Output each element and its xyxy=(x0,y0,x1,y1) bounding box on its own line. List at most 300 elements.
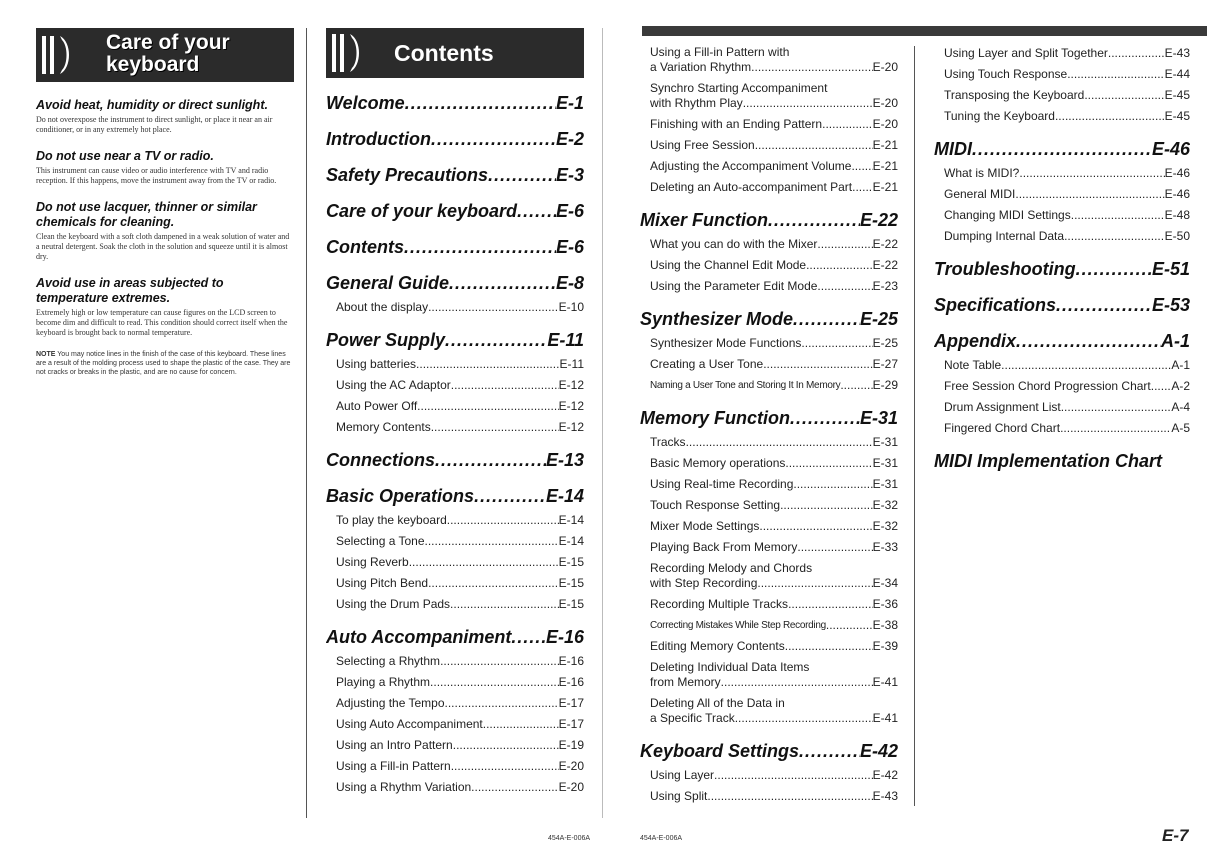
care-body: This instrument can cause video or audio interference with TV and radio reception. If this happens, move the instrument away from the TV or radio. xyxy=(36,166,277,185)
toc-entry-title: Using the Parameter Edit Mode xyxy=(650,279,818,293)
dot-leader xyxy=(1108,46,1165,61)
toc-entry-page: E-20 xyxy=(872,117,898,131)
toc-entry-line2 xyxy=(650,675,898,690)
dot-leader xyxy=(425,534,559,549)
toc-section-page: E-51 xyxy=(1151,259,1190,279)
toc-section-title: Connections xyxy=(326,450,436,470)
toc-entry-page: E-15 xyxy=(558,597,584,611)
toc-entry-page: E-39 xyxy=(872,639,898,653)
toc-list xyxy=(934,46,1190,472)
toc-section-title: Auto Accompaniment xyxy=(326,627,512,647)
dot-leader xyxy=(751,60,872,75)
toc-entry-page: A-1 xyxy=(1171,358,1190,372)
toc-entry-page: E-38 xyxy=(872,618,898,632)
care-banner xyxy=(36,28,294,82)
toc-entry-title: Free Session Chord Progression Chart xyxy=(944,379,1151,393)
toc-entry xyxy=(650,519,898,534)
toc-entry xyxy=(650,498,898,513)
care-heading: Avoid heat, humidity or direct sunlight. xyxy=(36,98,268,112)
bracket-icon xyxy=(330,32,364,74)
dot-leader xyxy=(404,236,556,258)
toc-entry-page: E-20 xyxy=(872,60,898,74)
toc-section-page: E-13 xyxy=(545,450,584,470)
toc-section-heading xyxy=(326,236,584,258)
toc-entry-page: E-11 xyxy=(559,357,584,371)
toc-entry-page: E-20 xyxy=(558,780,584,794)
dot-leader xyxy=(743,96,873,111)
note-label: NOTE xyxy=(36,351,56,358)
dot-leader xyxy=(451,759,559,774)
toc-entry-page: E-21 xyxy=(872,138,898,152)
toc-entry-title: with Step Recording xyxy=(650,576,758,590)
toc-entry xyxy=(650,159,898,174)
toc-entry-title: Using the AC Adaptor xyxy=(336,378,451,392)
toc-entry-page: E-45 xyxy=(1164,109,1190,123)
toc-entry-title: Fingered Chord Chart xyxy=(944,421,1061,435)
toc-entry-page: E-20 xyxy=(558,759,584,773)
toc-section-title: Specifications xyxy=(934,295,1057,315)
toc-list xyxy=(326,92,584,795)
toc-entry-title: Recording Multiple Tracks xyxy=(650,597,789,611)
toc-entry-line1: Synchro Starting Accompaniment xyxy=(650,81,828,95)
toc-entry xyxy=(336,597,584,612)
toc-entry-page: E-36 xyxy=(872,597,898,611)
toc-section-title: Care of your keyboard xyxy=(326,201,518,221)
toc-section-page: E-46 xyxy=(1151,139,1190,159)
toc-entry-page: E-31 xyxy=(872,477,898,491)
dot-leader xyxy=(449,272,556,294)
dot-leader xyxy=(1076,258,1152,280)
care-body: Extremely high or low temperature can cause figures on the LCD screen to become dim and difficult to read. This condition should correct itself when the keyboard is brought back to normal temperature. xyxy=(36,308,288,337)
toc-entry-title: Using Auto Accompaniment xyxy=(336,717,483,731)
toc-section-page: E-8 xyxy=(555,273,584,293)
dot-leader xyxy=(435,449,546,471)
page-number: E-7 xyxy=(1162,826,1189,845)
toc-entry xyxy=(336,759,584,774)
toc-section-heading xyxy=(640,407,898,429)
toc-entry-page: A-2 xyxy=(1171,379,1190,393)
dot-leader xyxy=(450,597,559,612)
toc-entry xyxy=(650,336,898,351)
toc-entry xyxy=(650,435,898,450)
toc-entry-title: Using a Rhythm Variation xyxy=(336,780,472,794)
care-section xyxy=(36,149,294,186)
toc-section-heading xyxy=(640,308,898,330)
dot-leader xyxy=(714,768,873,783)
toc-entry-page: E-19 xyxy=(558,738,584,752)
toc-entry xyxy=(336,738,584,753)
toc-entry-title: Touch Response Setting xyxy=(650,498,781,512)
toc-entry-page: E-20 xyxy=(872,96,898,110)
toc-entry-page: E-31 xyxy=(872,456,898,470)
dot-leader xyxy=(851,159,872,174)
toc-entry xyxy=(336,513,584,528)
bracket-icon xyxy=(40,34,74,76)
toc-entry-title: Using the Drum Pads xyxy=(336,597,451,611)
toc-entry-page: E-14 xyxy=(558,534,584,548)
toc-section-title: Mixer Function xyxy=(640,210,769,230)
care-column xyxy=(36,0,294,377)
toc-entry-title: Using the Channel Edit Mode xyxy=(650,258,807,272)
toc-entry-title: Playing a Rhythm xyxy=(336,675,431,689)
toc-section-title: Appendix xyxy=(934,331,1017,351)
toc-entry xyxy=(650,639,898,654)
care-body: Clean the keyboard with a soft cloth dampened in a weak solution of water and a neutral detergent. Soak the cloth in the solution and squeeze until it is almost dry. xyxy=(36,232,290,261)
toc-entry-page: E-50 xyxy=(1164,229,1190,243)
dot-leader xyxy=(428,300,559,315)
toc-entry-line1: Deleting All of the Data in xyxy=(650,696,785,710)
toc-entry-page: E-22 xyxy=(872,237,898,251)
toc-section-title: MIDI Implementation Chart xyxy=(934,451,1163,471)
toc-entry xyxy=(336,696,584,711)
toc-entry xyxy=(944,400,1190,415)
toc-section-heading xyxy=(326,626,584,648)
care-sections xyxy=(36,98,294,377)
toc-entry-page: E-15 xyxy=(558,576,584,590)
toc-entry-title: Mixer Mode Settings xyxy=(650,519,760,533)
care-banner-title: Care of your keyboard xyxy=(106,31,230,76)
dot-leader xyxy=(1001,358,1171,373)
toc-section-title: MIDI xyxy=(934,139,972,159)
dot-leader xyxy=(735,711,873,726)
toc-entry-page: E-16 xyxy=(558,675,584,689)
dot-leader xyxy=(1064,229,1165,244)
toc-entry xyxy=(336,675,584,690)
toc-section-title: Introduction xyxy=(326,129,431,149)
toc-section-title: Contents xyxy=(326,237,404,257)
dot-leader xyxy=(445,696,559,711)
care-heading: Avoid use in areas subjected to temperature extremes. xyxy=(36,276,224,305)
toc-section-heading xyxy=(934,450,1190,472)
toc-entry-title: Using batteries xyxy=(336,357,417,371)
toc-entry xyxy=(650,138,898,153)
toc-section-title: Welcome xyxy=(326,93,405,113)
dot-leader xyxy=(799,740,860,762)
dot-leader xyxy=(759,519,872,534)
toc-entry xyxy=(944,88,1190,103)
toc-entry xyxy=(650,660,898,690)
toc-entry-page: E-12 xyxy=(558,399,584,413)
toc-entry-title: Drum Assignment List xyxy=(944,400,1061,414)
dot-leader xyxy=(451,378,559,393)
toc-entry xyxy=(944,229,1190,244)
toc-entry xyxy=(650,180,898,195)
toc-entry-title: Creating a User Tone xyxy=(650,357,764,371)
toc-section-page: E-3 xyxy=(555,165,584,185)
dot-leader xyxy=(826,618,873,633)
toc-entry xyxy=(650,789,898,804)
toc-entry-line1: Deleting Individual Data Items xyxy=(650,660,810,674)
dot-leader xyxy=(1015,187,1164,202)
toc-entry-page: A-4 xyxy=(1171,400,1190,414)
toc-entry xyxy=(650,237,898,252)
toc-entry-title: Using Reverb xyxy=(336,555,409,569)
toc-entry-title: Selecting a Rhythm xyxy=(336,654,441,668)
toc-entry-title: Auto Power Off xyxy=(336,399,418,413)
toc-entry-title: Note Table xyxy=(944,358,1002,372)
toc-entry-page: E-17 xyxy=(558,696,584,710)
dot-leader xyxy=(405,92,556,114)
toc-entry-title: Changing MIDI Settings xyxy=(944,208,1071,222)
toc-section-title: Synthesizer Mode xyxy=(640,309,794,329)
dot-leader xyxy=(511,626,546,648)
dot-leader xyxy=(755,138,873,153)
toc-section-page: E-53 xyxy=(1151,295,1190,315)
contents-banner xyxy=(326,28,584,78)
footer-code-right: 454A-E-006A xyxy=(640,835,683,842)
toc-entry-page: E-32 xyxy=(872,498,898,512)
toc-entry xyxy=(650,378,898,393)
toc-entry xyxy=(650,258,898,273)
dot-leader xyxy=(780,498,873,513)
dot-leader xyxy=(686,435,873,450)
dot-leader xyxy=(416,357,559,372)
dot-leader xyxy=(972,138,1152,160)
toc-entry xyxy=(944,67,1190,82)
toc-entry-title: Memory Contents xyxy=(336,420,431,434)
toc-entry xyxy=(650,357,898,372)
toc-entry-page: E-41 xyxy=(872,711,898,725)
toc-entry-title: Playing Back From Memory xyxy=(650,540,798,554)
toc-entry-title: Correcting Mistakes While Step Recording xyxy=(650,620,826,631)
toc-entry-page: E-46 xyxy=(1164,166,1190,180)
toc-entry-page: E-17 xyxy=(558,717,584,731)
dot-leader xyxy=(817,237,872,252)
care-heading: Do not use lacquer, thinner or similar chemicals for cleaning. xyxy=(36,200,257,229)
toc-entry xyxy=(650,477,898,492)
toc-entry xyxy=(650,597,898,612)
toc-entry-title: from Memory xyxy=(650,675,721,689)
dot-leader xyxy=(1055,109,1165,124)
dot-leader xyxy=(797,540,872,555)
toc-entry-page: E-43 xyxy=(872,789,898,803)
toc-section-title: Keyboard Settings xyxy=(640,741,800,761)
toc-entry xyxy=(944,208,1190,223)
toc-entry-page: E-15 xyxy=(558,555,584,569)
toc-entry-page: E-16 xyxy=(558,654,584,668)
dot-leader xyxy=(430,675,559,690)
toc-section-title: Basic Operations xyxy=(326,486,475,506)
toc-entry xyxy=(650,279,898,294)
care-heading: Do not use near a TV or radio. xyxy=(36,149,214,163)
toc-entry-title: What is MIDI? xyxy=(944,166,1020,180)
toc-entry-line2 xyxy=(650,576,898,591)
toc-entry-page: E-21 xyxy=(872,159,898,173)
note-block xyxy=(36,350,294,377)
toc-entry-page: E-22 xyxy=(872,258,898,272)
dot-leader xyxy=(1019,166,1164,181)
toc-entry-line2 xyxy=(650,711,898,726)
dot-leader xyxy=(793,477,872,492)
toc-entry xyxy=(650,561,898,591)
dot-leader xyxy=(488,164,556,186)
dot-leader xyxy=(785,639,873,654)
toc-entry xyxy=(336,399,584,414)
toc-entry xyxy=(336,420,584,435)
dot-leader xyxy=(788,597,873,612)
dot-leader xyxy=(793,308,860,330)
toc-entry-page: E-33 xyxy=(872,540,898,554)
toc-entry-title: To play the keyboard xyxy=(336,513,447,527)
toc-entry xyxy=(944,421,1190,436)
toc-section-heading xyxy=(326,449,584,471)
dot-leader xyxy=(768,209,860,231)
toc-entry xyxy=(336,555,584,570)
toc-entry xyxy=(650,45,898,75)
toc-entry-page: E-44 xyxy=(1164,67,1190,81)
toc-entry-line2 xyxy=(650,60,898,75)
toc-entry-title: Naming a User Tone and Storing It In Memory xyxy=(650,380,841,391)
toc-section-heading xyxy=(934,138,1190,160)
toc-entry xyxy=(944,187,1190,202)
toc-entry-page: E-14 xyxy=(558,513,584,527)
footer-code-left: 454A-E-006A xyxy=(548,835,591,842)
dot-leader xyxy=(1071,208,1165,223)
dot-leader xyxy=(822,117,873,132)
toc-entry-page: E-29 xyxy=(872,378,898,392)
toc-entry xyxy=(650,81,898,111)
dot-leader xyxy=(707,789,872,804)
toc-entry xyxy=(336,534,584,549)
toc-section-page: E-16 xyxy=(545,627,584,647)
toc-entry xyxy=(650,768,898,783)
toc-section-title: Safety Precautions xyxy=(326,165,489,185)
toc-section-page: E-2 xyxy=(555,129,584,149)
dot-leader xyxy=(471,780,558,795)
toc-entry-page: E-12 xyxy=(558,378,584,392)
toc-entry-page: A-5 xyxy=(1171,421,1190,435)
dot-leader xyxy=(757,576,872,591)
toc-entry-title: What you can do with the Mixer xyxy=(650,237,818,251)
care-body: Do not overexpose the instrument to direct sunlight, or place it near an air conditioner, or in any extremely hot place. xyxy=(36,115,273,134)
toc-entry-title: Using a Fill-in Pattern xyxy=(336,759,451,773)
dot-leader xyxy=(721,675,873,690)
toc-section-heading xyxy=(326,329,584,351)
dot-leader xyxy=(474,485,546,507)
toc-section-heading xyxy=(326,272,584,294)
toc-entry xyxy=(336,300,584,315)
toc-section-heading xyxy=(326,200,584,222)
toc-entry xyxy=(944,358,1190,373)
toc-entry-title: Using Pitch Bend xyxy=(336,576,429,590)
toc-entry xyxy=(944,46,1190,61)
toc-section-heading xyxy=(326,92,584,114)
toc-entry xyxy=(336,780,584,795)
toc-section-page: A-1 xyxy=(1160,331,1190,351)
dot-leader xyxy=(763,357,872,372)
toc-entry-page: E-42 xyxy=(872,768,898,782)
dot-leader xyxy=(1067,67,1164,82)
toc-section-heading xyxy=(934,294,1190,316)
dot-leader xyxy=(806,258,873,273)
contents-column-3 xyxy=(934,0,1190,474)
toc-section-page: E-6 xyxy=(555,237,584,257)
toc-section-heading xyxy=(326,485,584,507)
dot-leader xyxy=(440,654,559,669)
toc-entry xyxy=(336,357,584,372)
dot-leader xyxy=(431,420,559,435)
dot-leader xyxy=(1151,379,1172,394)
dot-leader xyxy=(483,717,559,732)
toc-entry-title: a Variation Rhythm xyxy=(650,60,752,74)
toc-entry-title: Transposing the Keyboard xyxy=(944,88,1085,102)
dot-leader xyxy=(517,200,556,222)
toc-section-page: E-31 xyxy=(859,408,898,428)
toc-entry-line2 xyxy=(650,96,898,111)
toc-entry-title: Finishing with an Ending Pattern xyxy=(650,117,823,131)
toc-entry xyxy=(336,717,584,732)
toc-entry-page: E-21 xyxy=(872,180,898,194)
toc-entry-page: E-48 xyxy=(1164,208,1190,222)
note-text: You may notice lines in the finish of the case of this keyboard. These lines are a result of the molding process used to shape the plastic of the case. They are not cracks or breaks in the plastic, and are no cause for concern. xyxy=(36,351,291,376)
toc-entry-title: Adjusting the Tempo xyxy=(336,696,445,710)
dot-leader xyxy=(417,399,558,414)
toc-entry xyxy=(336,378,584,393)
dot-leader xyxy=(852,180,873,195)
toc-entry xyxy=(944,166,1190,181)
toc-entry-page: E-34 xyxy=(872,576,898,590)
toc-entry-title: Using Layer xyxy=(650,768,715,782)
dot-leader xyxy=(409,555,559,570)
toc-entry xyxy=(944,379,1190,394)
toc-entry xyxy=(650,456,898,471)
toc-entry-title: Adjusting the Accompaniment Volume xyxy=(650,159,852,173)
dot-leader xyxy=(428,576,559,591)
toc-entry xyxy=(650,696,898,726)
toc-entry-page: E-12 xyxy=(558,420,584,434)
toc-entry-title: Using Touch Response xyxy=(944,67,1068,81)
toc-entry-page: E-32 xyxy=(872,519,898,533)
care-section xyxy=(36,276,294,338)
toc-entry-title: Basic Memory operations xyxy=(650,456,786,470)
contents-banner-title: Contents xyxy=(394,40,494,66)
toc-entry xyxy=(650,540,898,555)
toc-entry-page: E-27 xyxy=(872,357,898,371)
toc-section-heading xyxy=(326,164,584,186)
dot-leader xyxy=(445,329,547,351)
toc-entry-page: E-41 xyxy=(872,675,898,689)
toc-entry-title: Selecting a Tone xyxy=(336,534,425,548)
toc-section-page: E-11 xyxy=(547,330,584,350)
contents-column-2 xyxy=(640,0,898,804)
dot-leader xyxy=(453,738,559,753)
toc-entry-line1: Recording Melody and Chords xyxy=(650,561,813,575)
toc-section-heading xyxy=(934,258,1190,280)
toc-entry xyxy=(944,109,1190,124)
toc-entry-page: E-31 xyxy=(872,435,898,449)
toc-section-heading xyxy=(326,128,584,150)
toc-entry-page: E-45 xyxy=(1164,88,1190,102)
toc-entry xyxy=(650,117,898,132)
dot-leader xyxy=(1084,88,1164,103)
toc-section-page: E-14 xyxy=(545,486,584,506)
toc-section-page: E-6 xyxy=(555,201,584,221)
toc-entry-title: Tracks xyxy=(650,435,686,449)
dot-leader xyxy=(1060,421,1171,436)
toc-section-title: Troubleshooting xyxy=(934,259,1076,279)
toc-list xyxy=(640,45,898,804)
toc-entry-title: Using Real-time Recording xyxy=(650,477,794,491)
toc-section-title: Power Supply xyxy=(326,330,446,350)
toc-entry-title: General MIDI xyxy=(944,187,1016,201)
care-section xyxy=(36,200,294,262)
dot-leader xyxy=(840,378,872,393)
toc-entry-page: E-46 xyxy=(1164,187,1190,201)
toc-entry-title: About the display xyxy=(336,300,429,314)
dot-leader xyxy=(785,456,872,471)
toc-entry xyxy=(336,654,584,669)
toc-entry-title: Using Layer and Split Together xyxy=(944,46,1108,60)
